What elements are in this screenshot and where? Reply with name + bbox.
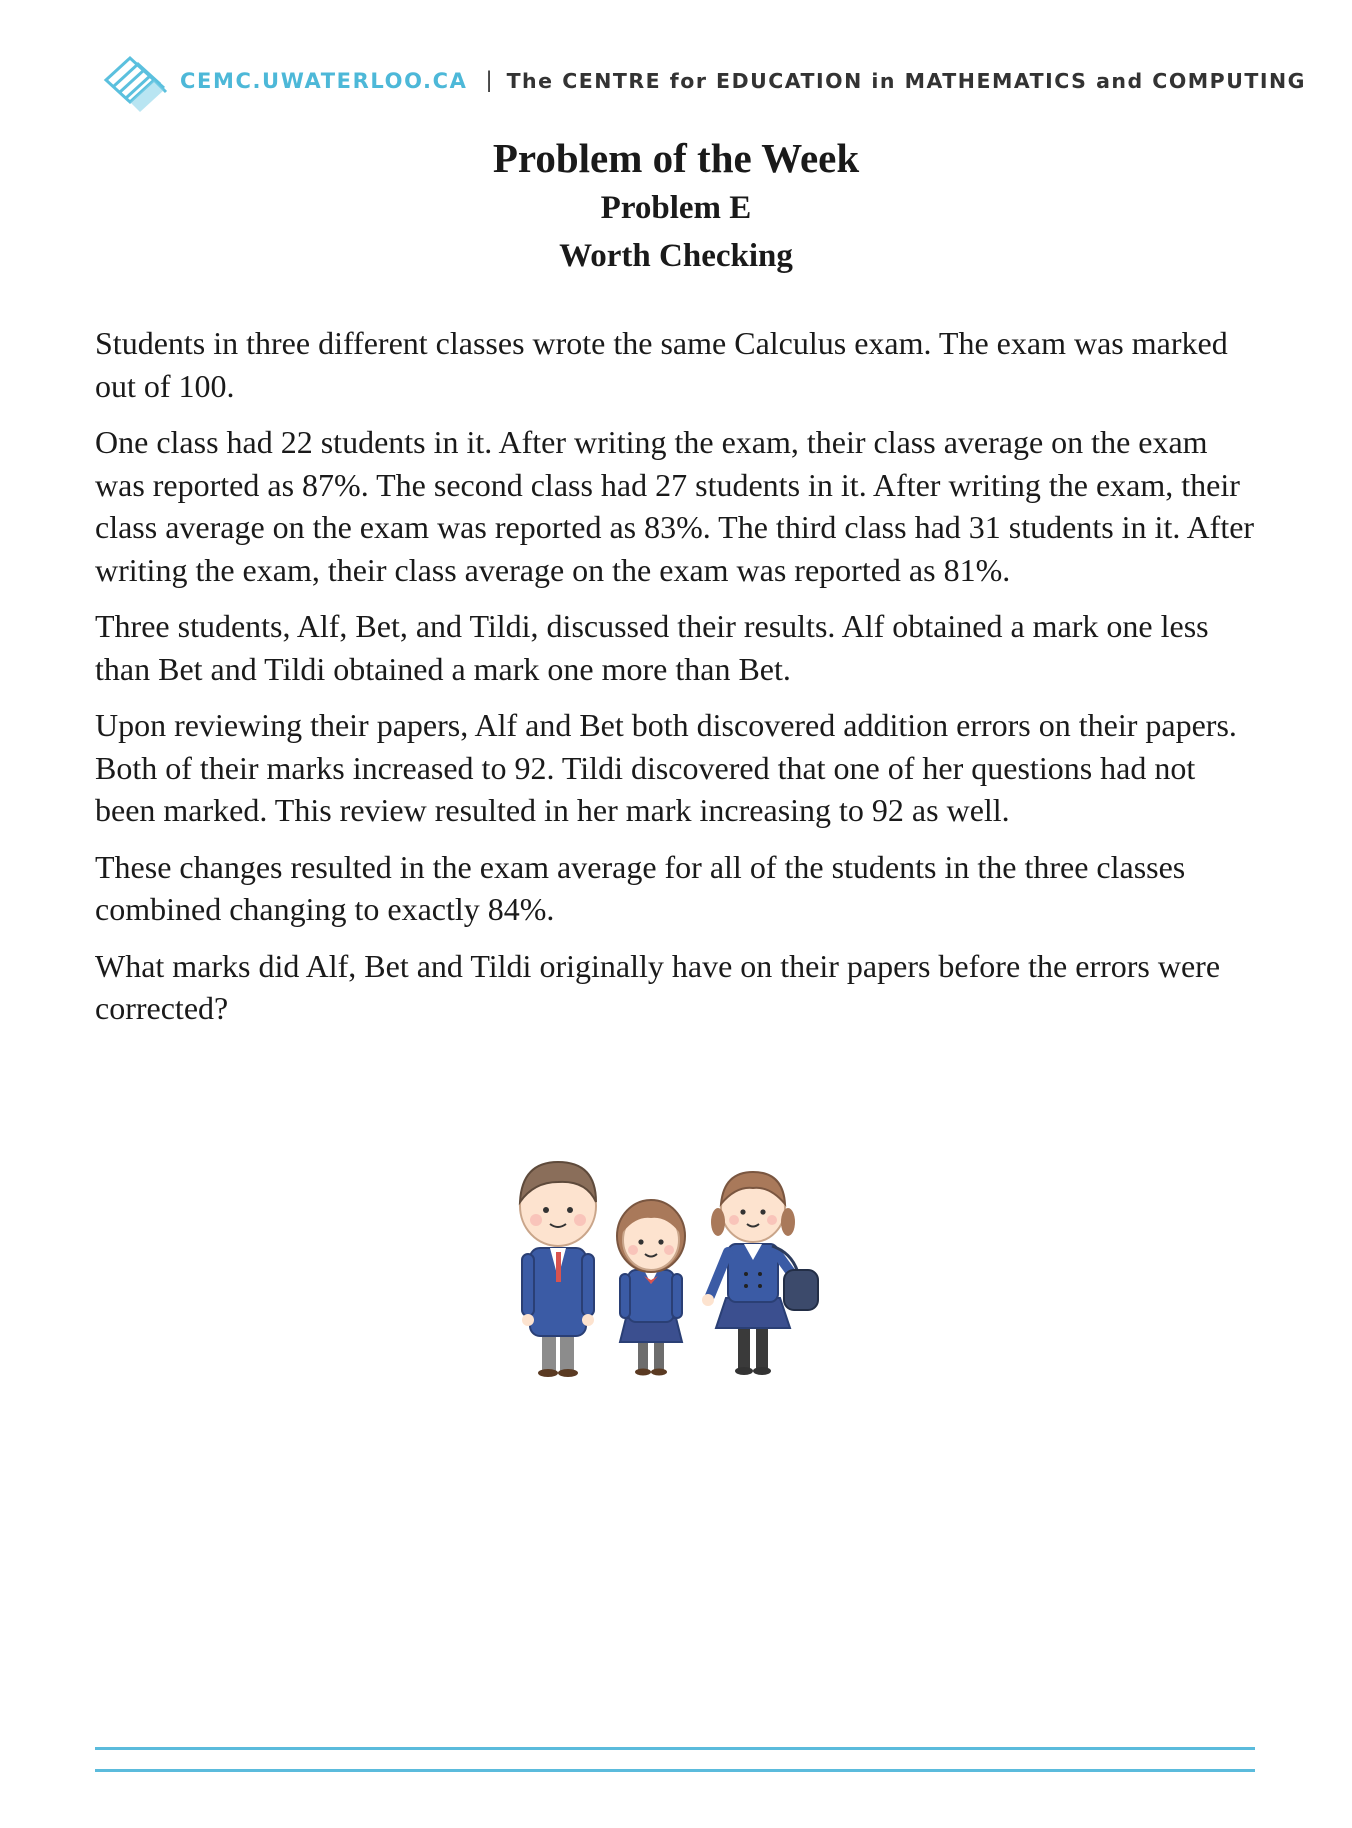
three-students-illustration-icon [500,1128,850,1378]
page-title: Problem of the Week [492,135,860,181]
paragraph: These changes resulted in the exam average for all of the students in the three classes combined changing to exactly 84%. [95,848,1186,927]
cemc-logo-icon [100,50,168,112]
footer-divider [95,1769,1255,1772]
paragraph: Upon reviewing their papers, Alf and Bet both discovered addition errors on their papers. Both of their marks increased to 92. Tildi discovered that one of her questions had not been marked. This review resulted in her mark increasing to 92 as well. [95,707,1237,828]
right-girl-student [702,1172,818,1375]
organization-name: The CENTRE for EDUCATION in MATHEMATICS and COMPUTING [506,69,1306,93]
site-header [100,48,1306,114]
problem-name: Worth Checking [559,238,793,274]
problem-label: Problem E [600,190,752,226]
title-block [0,132,1352,280]
boy-student [520,1162,596,1377]
paragraph: Three students, Alf, Bet, and Tildi, discussed their results. Alf obtained a mark one less than Bet and Tildi obtained a mark one more than Bet. [95,608,1209,687]
paragraph: One class had 22 students in it. After writing the exam, their class average on the exam was reported as 87%. The second class had 27 students in it. After writing the exam, their class average on the exam was reported as 83%. The third class had 31 students in it. After writing the exam, their class average on the exam was reported as 81%. [95,424,1255,588]
site-name[interactable]: CEMC.UWATERLOO.CA [180,69,468,93]
footer-divider [95,1747,1255,1750]
problem-body [95,322,1255,1044]
header-separator: | [485,68,493,92]
paragraph: Students in three different classes wrote the same Calculus exam. The exam was marked out of 100. [95,325,1228,404]
middle-girl-student [617,1200,685,1376]
paragraph: What marks did Alf, Bet and Tildi originally have on their papers before the errors were corrected? [95,947,1221,1026]
